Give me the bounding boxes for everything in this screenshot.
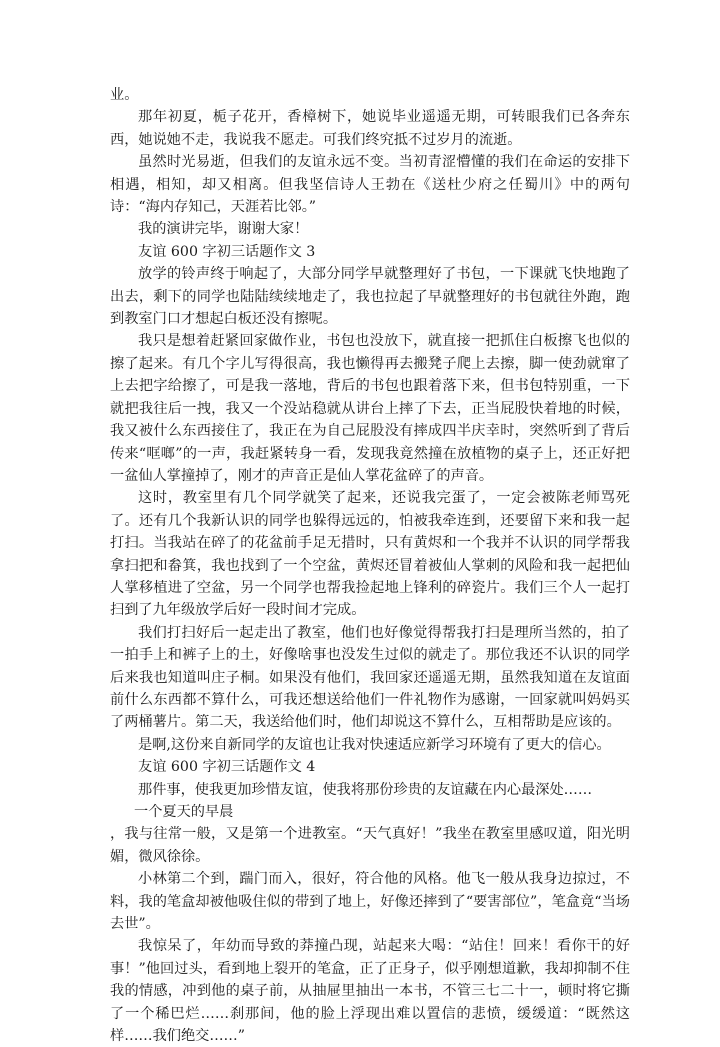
paragraph: 我的演讲完毕，谢谢大家！ [138, 221, 309, 238]
paragraph: 那件事，使我更加珍惜友谊，使我将那份珍贵的友谊藏在内心最深处…… [138, 781, 593, 798]
paragraph: 我只是想着赶紧回家做作业，书包也没放下，就直接一把抓住白板擦飞也似的擦了起来。有几个字儿写得很高，我也懒得再去搬凳子爬上去擦，脚一使劲就窜了上去把字给擦了，可是我一落地，背后的书包也跟着落下来，但书包特别重，一下就把我往后一拽，我又一个没站稳就从讲台上摔了下去，正当屁股快着地的时候，我又被什么东西接住了，我正在为自己屁股没有摔成四半庆幸时，突然听到了背后传来“哐啷”的一声，我赶紧转身一看，发现我竟然撞在放植物的桌子上，还正好把一盆仙人掌撞掉了，刚才的声音正是仙人掌花盆碎了的声音。 [110, 333, 630, 484]
paragraph: 那年初夏，栀子花开，香樟树下，她说毕业遥遥无期，可转眼我们已各奔东西，她说她不走，我说我不愿走。可我们终究抵不过岁月的流逝。 [110, 109, 630, 148]
paragraph: ，我与往常一般，又是第一个进教室。“天气真好！”我坐在教室里感叹道，阳光明媚，微风徐徐。 [110, 826, 630, 865]
paragraph: 这时，教室里有几个同学就笑了起来，还说我完蛋了，一定会被陈老师骂死了。还有几个我新认识的同学也躲得远远的，怕被我牵连到，还要留下来和我一起打扫。当我站在碎了的花盆前手足无措时，只有黄烬和一个我并不认识的同学帮我拿扫把和畚箕，我也找到了一个空盆，黄烬还冒着被仙人掌刺的风险和我一起把仙人掌移植进了空盆，另一个同学也帮我捡起地上锋利的碎瓷片。我们三个人一起打扫到了九年级放学后好一段时间才完成。 [110, 490, 630, 619]
section-heading: 友谊 600 字初三话题作文 3 [138, 243, 316, 260]
paragraph: 放学的铃声终于响起了，大部分同学早就整理好了书包，一下课就飞快地跑了出去，剩下的同学也陆陆续续地走了，我也拉起了早就整理好的书包就往外跑，跑到教室门口才想起白板还没有擦呢。 [110, 266, 630, 328]
paragraph: 一个夏天的早晨 [134, 804, 234, 820]
paragraph: 我惊呆了，年幼而导致的莽撞凸现，站起来大喝：“站住！回来！看你干的好事！”他回过头，看到地上裂开的笔盒，正了正身子，似乎刚想道歉，我却抑制不住我的情感，冲到他的桌子前，从抽屉里抽出一本书，不管三七二十一，顿时将它撕了一个稀巴烂……刹那间，他的脸上浮现出难以置信的悲愤，缓缓道：“既然这样……我们绝交……” [110, 938, 630, 1045]
paragraph: 小林第二个到，踹门而入，很好，符合他的风格。他飞一般从我身边掠过，不料，我的笔盒却被他吸住似的带到了地上，好像还摔到了“要害部位”，笔盒竟“当场去世”。 [110, 871, 630, 933]
paragraph: 我们打扫好后一起走出了教室，他们也好像觉得帮我打扫是理所当然的，拍了一拍手上和裤子上的土，好像啥事也没发生过似的就走了。那位我还不认识的同学后来我也知道叫庄子桐。如果没有他们，我回家还遥遥无期，虽然我知道在友谊面前什么东西都不算什么，可我还想送给他们一件礼物作为感谢，一回家就叫妈妈买了两桶薯片。第二天，我送给他们时，他们却说这不算什么，互相帮助是应该的。 [110, 624, 630, 731]
paragraph: 业。 [110, 87, 139, 103]
paragraph: 是啊,这份来自新同学的友谊也让我对快速适应新学习环境有了更大的信心。 [138, 736, 611, 753]
section-heading: 友谊 600 字初三话题作文 4 [138, 759, 316, 776]
document-body [110, 84, 630, 1047]
paragraph: 虽然时光易逝，但我们的友谊永远不变。当初青涩懵懂的我们在命运的安排下相遇，相知，却又相离。但我坚信诗人王勃在《送杜少府之任蜀川》中的两句诗：“海内存知己，天涯若比邻。” [110, 154, 630, 216]
